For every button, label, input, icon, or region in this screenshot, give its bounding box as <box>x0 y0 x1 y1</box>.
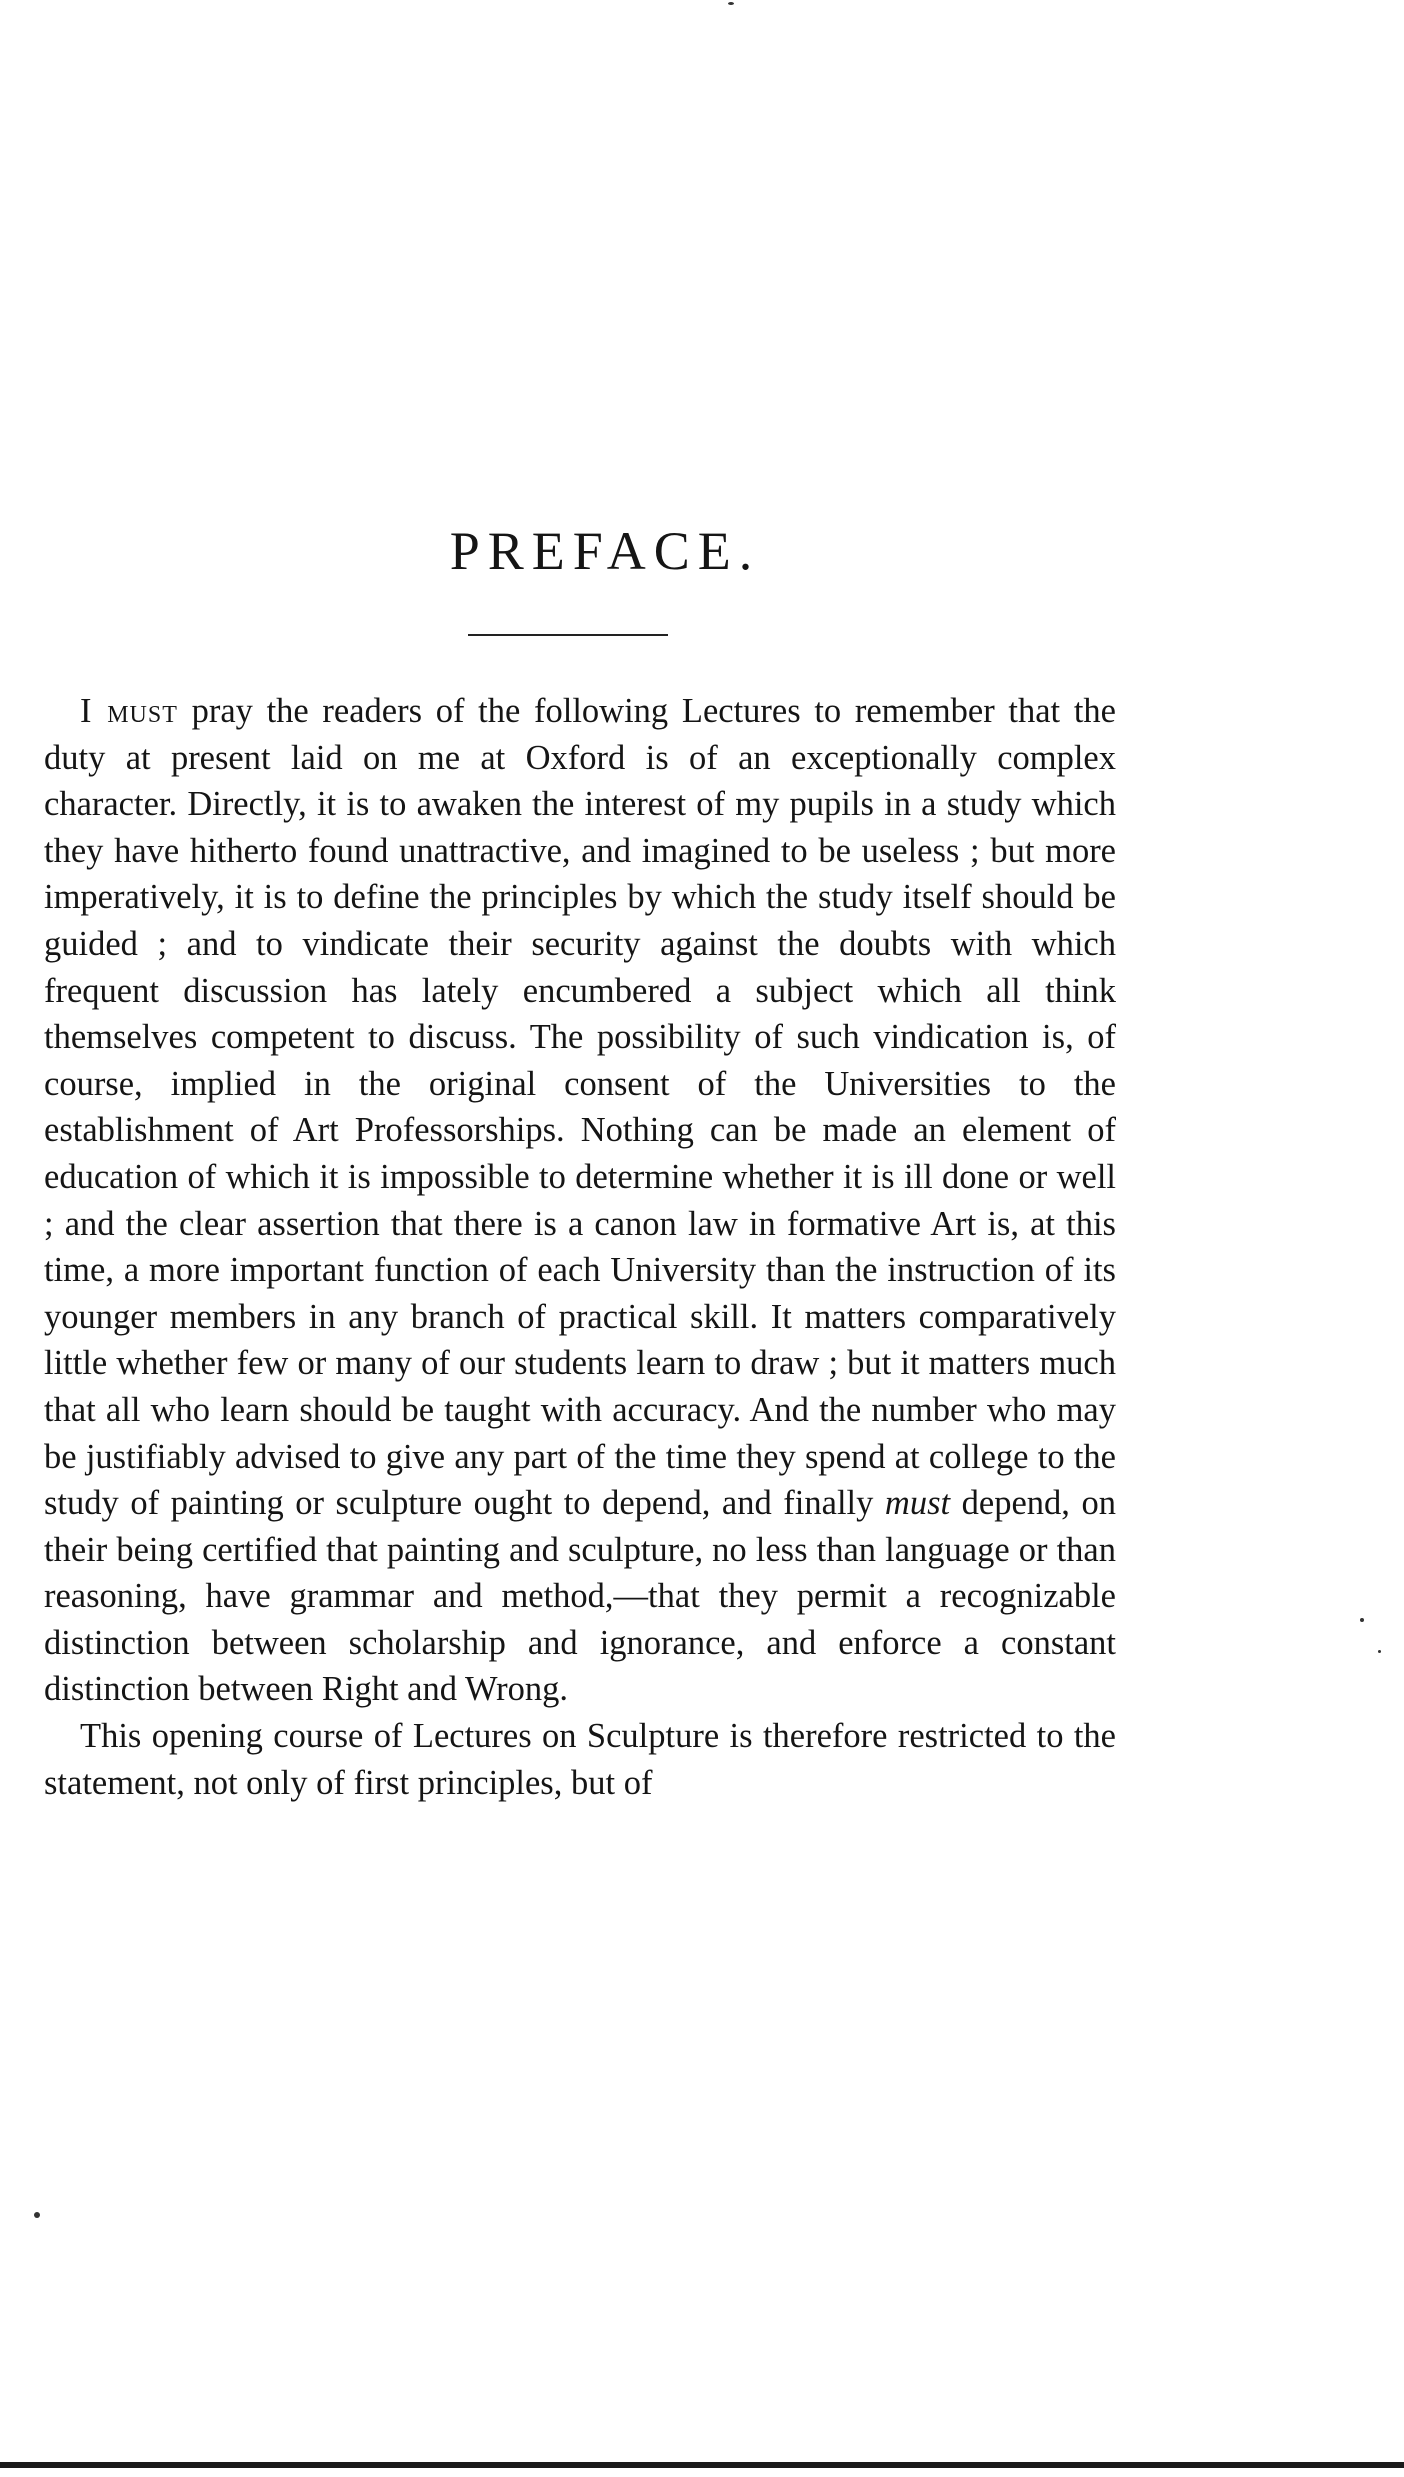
print-speck-right-1 <box>1360 1618 1364 1622</box>
title-divider <box>468 634 668 636</box>
preface-paragraph-2: This opening course of Lectures on Sculpture is therefore restricted to the statement, not only of first principles, but of <box>44 1717 1116 1802</box>
page-title: PREFACE. <box>449 521 761 581</box>
print-speck-right-2 <box>1378 1650 1381 1653</box>
print-speck-top <box>728 2 734 5</box>
lead-word: I must <box>80 692 178 730</box>
page-bottom-edge <box>0 2462 1404 2468</box>
paragraph-1-text-a: pray the readers of the following Lectures to remember that the duty at present laid on me at Oxford is of an exceptionally complex character. Directly, it is to awaken the interest of my pupils in a study which they have hitherto found unattractive, and imagined to be useless ; but more imperatively, it is to define the principles by which the study itself should be guided ; and to vindicate their security against the doubts with which frequent discussion has lately encumbered a subject which all think themselves competent to discuss. The possibility of such vindication is, of course, implied in the original consent of the Universities to the establishment of Art Professorships. Nothing can be made an element of education of which it is impossible to determine whether it is ill done or well ; and the clear assertion that there is a canon law in formative Art is, at this time, a more important function of each University than the instruction of its younger members in any branch of practical skill. It matters comparatively little whether few or many of our students learn to draw ; but it matters much that all who learn should be taught with accuracy. And the number who may be justifiably advised to give any part of the time they spend at college to the study of painting or sculpture ought to depend, and finally <box>44 692 1116 1523</box>
print-speck-left <box>34 2212 40 2218</box>
paragraph-1-text-b: depend, on their being certified that painting and sculpture, no less than language or than reasoning, have grammar and method,—that they permit a recognizable distinction between scholarship and ignorance, and enforce a constant distinction between Right and Wrong. <box>44 1484 1116 1709</box>
preface-paragraph-1 <box>44 688 1116 1713</box>
preface-body <box>44 688 1116 1806</box>
emphasized-word: must <box>884 1484 951 1523</box>
